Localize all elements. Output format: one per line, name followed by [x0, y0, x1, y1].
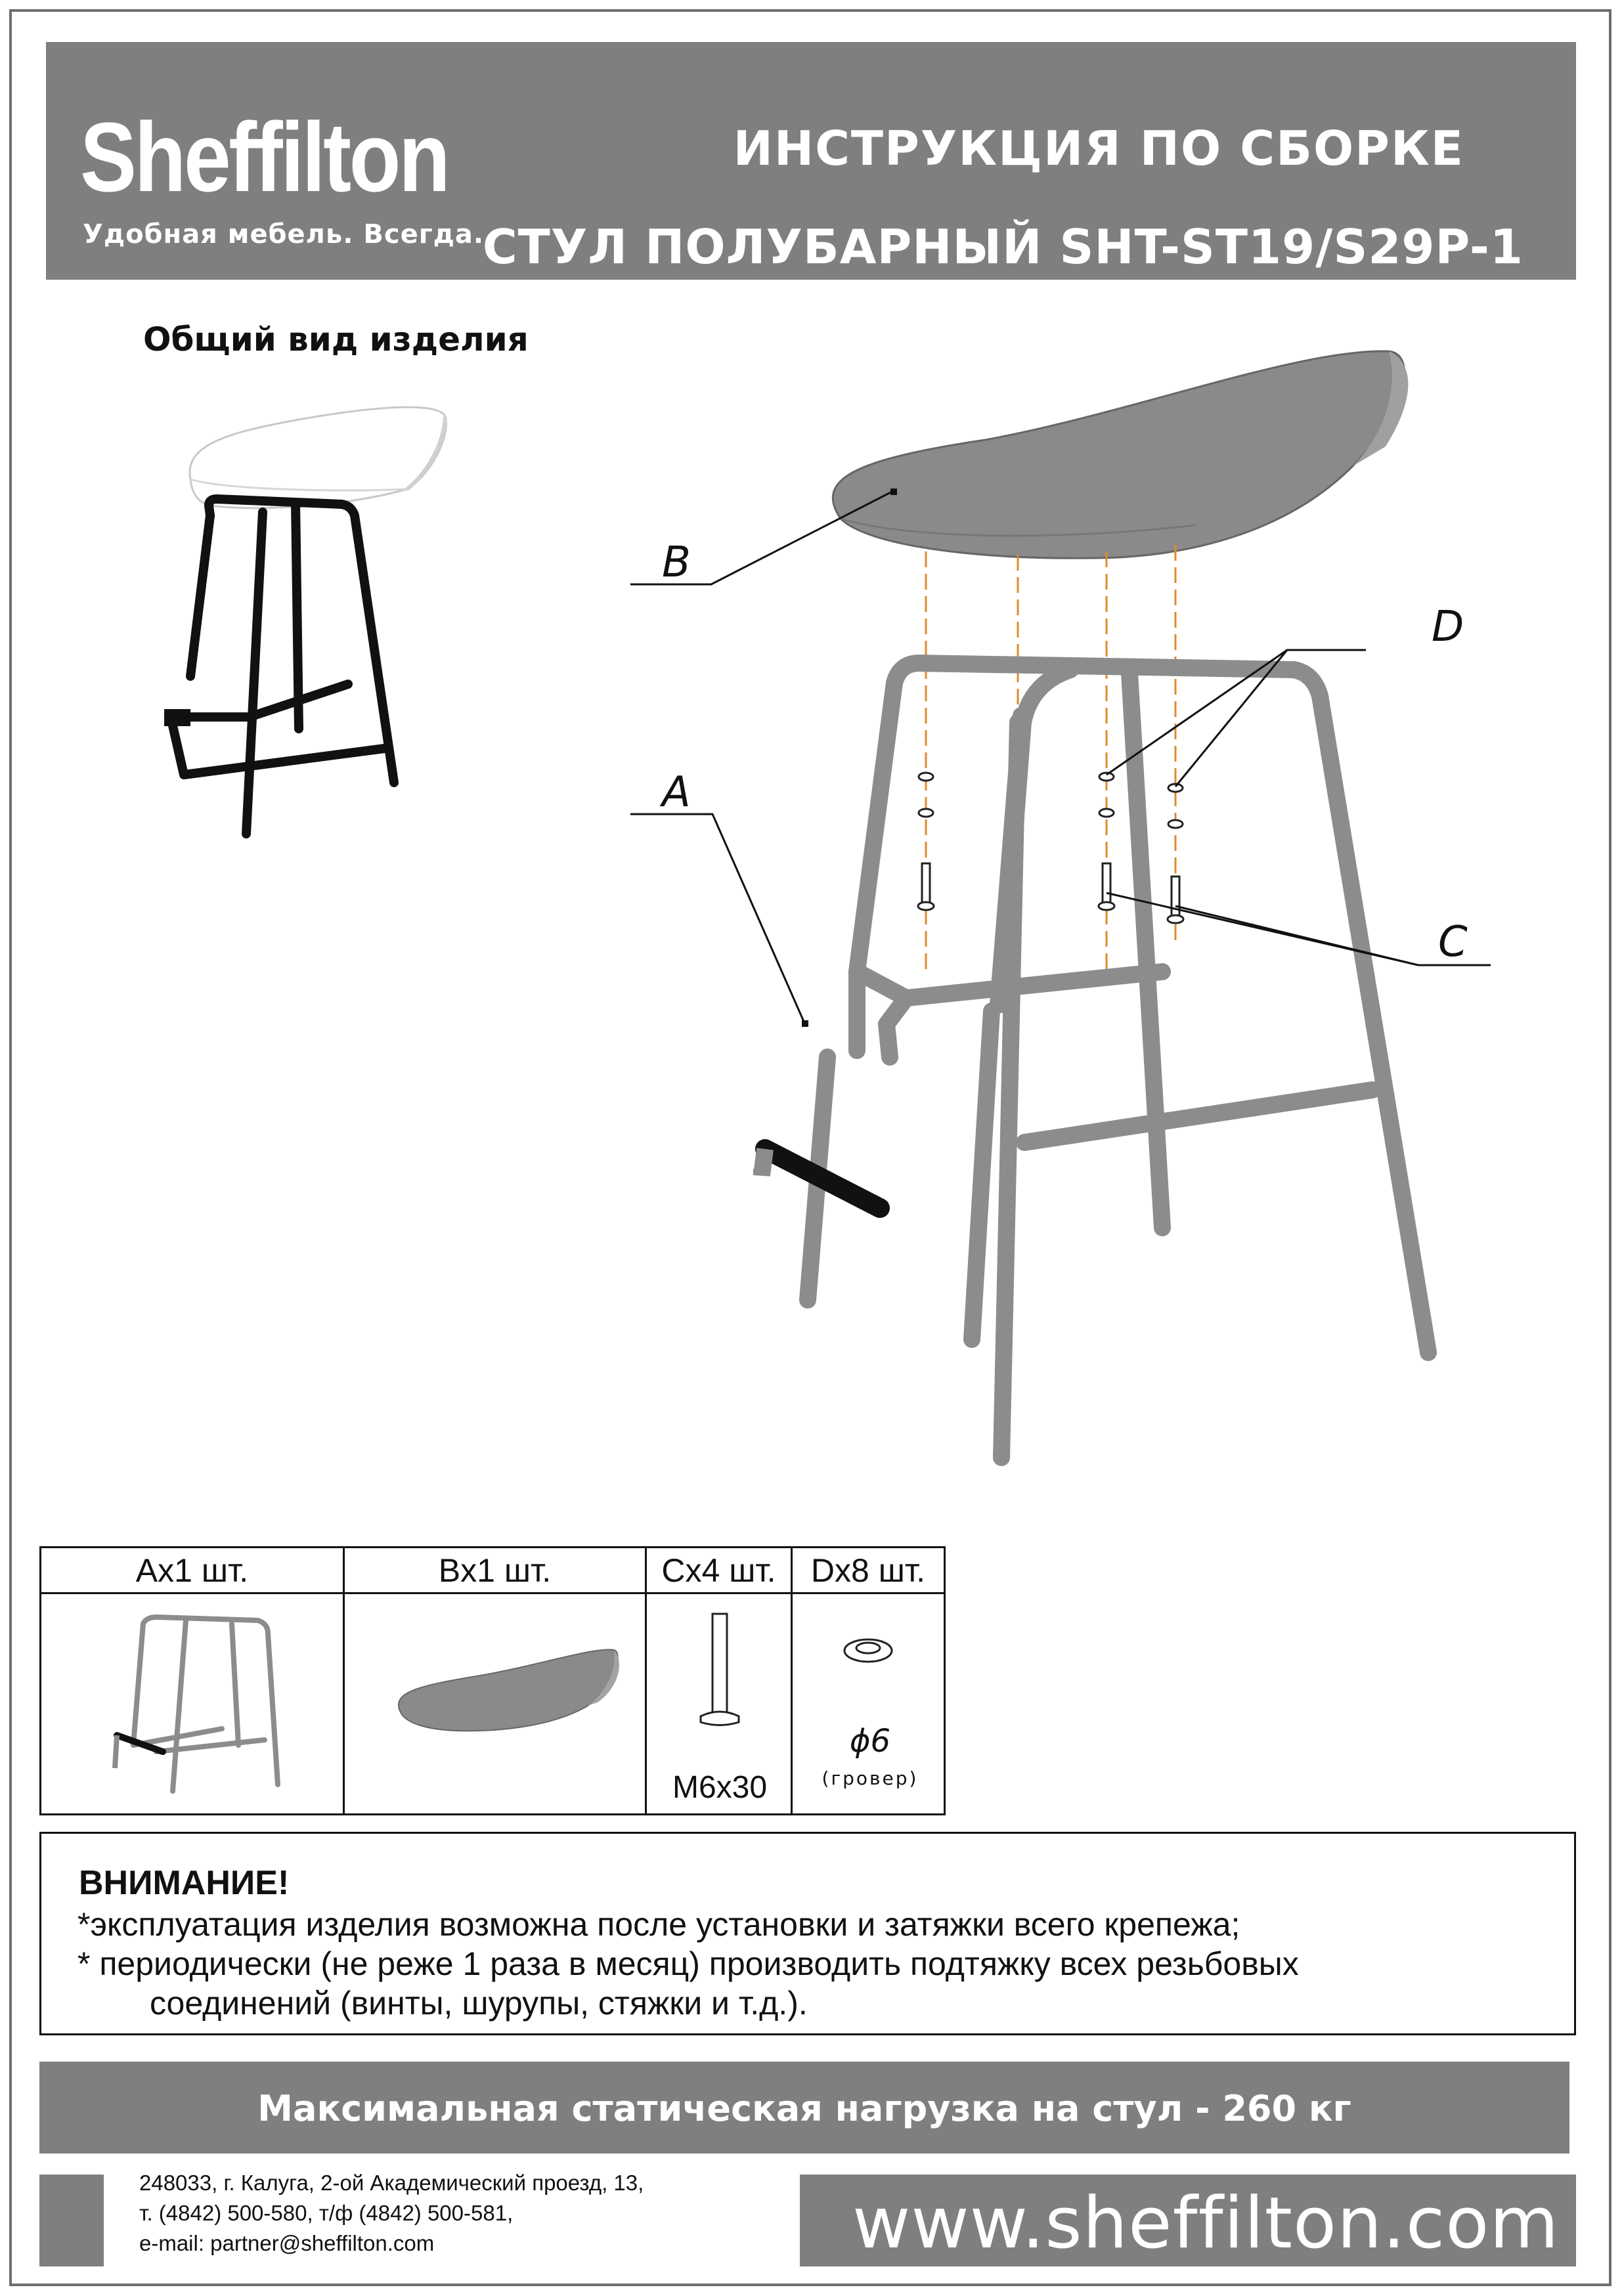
seat-b-drawing — [833, 351, 1408, 558]
washer-type-label: (гровер) — [822, 1767, 919, 1789]
general-view-illustration — [131, 381, 499, 854]
email-line: e-mail: partner@sheffilton.com — [139, 2231, 435, 2255]
callout-letter-d: D — [1432, 603, 1464, 651]
washer-d-thumbnail — [793, 1594, 944, 1813]
address-line-2: т. (4842) 500-580, т/ф (4842) 500-581, — [139, 2201, 514, 2225]
parts-cell-a — [41, 1594, 345, 1813]
brand-slogan: Удобная мебель. Всегда. — [83, 219, 485, 249]
parts-table — [39, 1546, 946, 1815]
attention-line-3: соединений (винты, шурупы, стяжки и т.д.). — [150, 1985, 808, 2022]
document-title: ИНСТРУКЦИЯ ПО СБОРКЕ — [733, 121, 1464, 176]
screw-size-label: M6x30 — [672, 1770, 768, 1805]
attention-line-2: * периодически (не реже 1 раза в месяц) производить подтяжку всех резьбовых — [77, 1945, 1299, 1982]
washer-size-label: ϕ6 — [849, 1723, 891, 1760]
parts-cell-c — [647, 1594, 793, 1813]
product-name: СТУЛ ПОЛУБАРНЫЙ SHT-ST19/S29P-1 — [482, 219, 1523, 274]
max-load-bar — [39, 2062, 1569, 2154]
attention-line-1: *эксплуатация изделия возможна после установки и затяжки всего крепежа; — [77, 1906, 1240, 1943]
parts-header-d: Dx8 шт. — [793, 1548, 944, 1594]
max-load-text: Максимальная статическая нагрузка на стул - 260 кг — [257, 2088, 1351, 2129]
attention-title: ВНИМАНИЕ! — [79, 1864, 290, 1902]
base-frame — [171, 499, 394, 834]
frame-a-drawing — [808, 663, 1428, 1458]
callout-letter-c: C — [1438, 918, 1468, 966]
address-line-1: 248033, г. Калуга, 2-ой Академический проезд, 13, — [139, 2171, 644, 2195]
website-bar — [800, 2175, 1576, 2266]
website-link[interactable]: www.sheffilton.com — [852, 2182, 1560, 2264]
brand-logo: Sheffilton — [80, 102, 449, 212]
parts-cell-b — [345, 1594, 647, 1813]
frame-a-thumbnail — [41, 1594, 345, 1813]
callout-letter-b: B — [662, 538, 691, 587]
general-view-label: Общий вид изделия — [143, 320, 529, 358]
parts-header-a: Аx1 шт. — [41, 1548, 345, 1594]
header-bar — [46, 42, 1576, 280]
parts-header-b: Вx1 шт. — [345, 1548, 647, 1594]
screw-c-thumbnail — [647, 1594, 793, 1813]
footer-square — [39, 2175, 104, 2266]
callout-letter-a: A — [662, 768, 691, 817]
assembly-diagram — [630, 315, 1550, 1484]
seat-shell — [190, 407, 447, 508]
parts-cell-d — [793, 1594, 944, 1813]
parts-header-c: Сx4 шт. — [647, 1548, 793, 1594]
seat-b-thumbnail — [345, 1594, 647, 1813]
